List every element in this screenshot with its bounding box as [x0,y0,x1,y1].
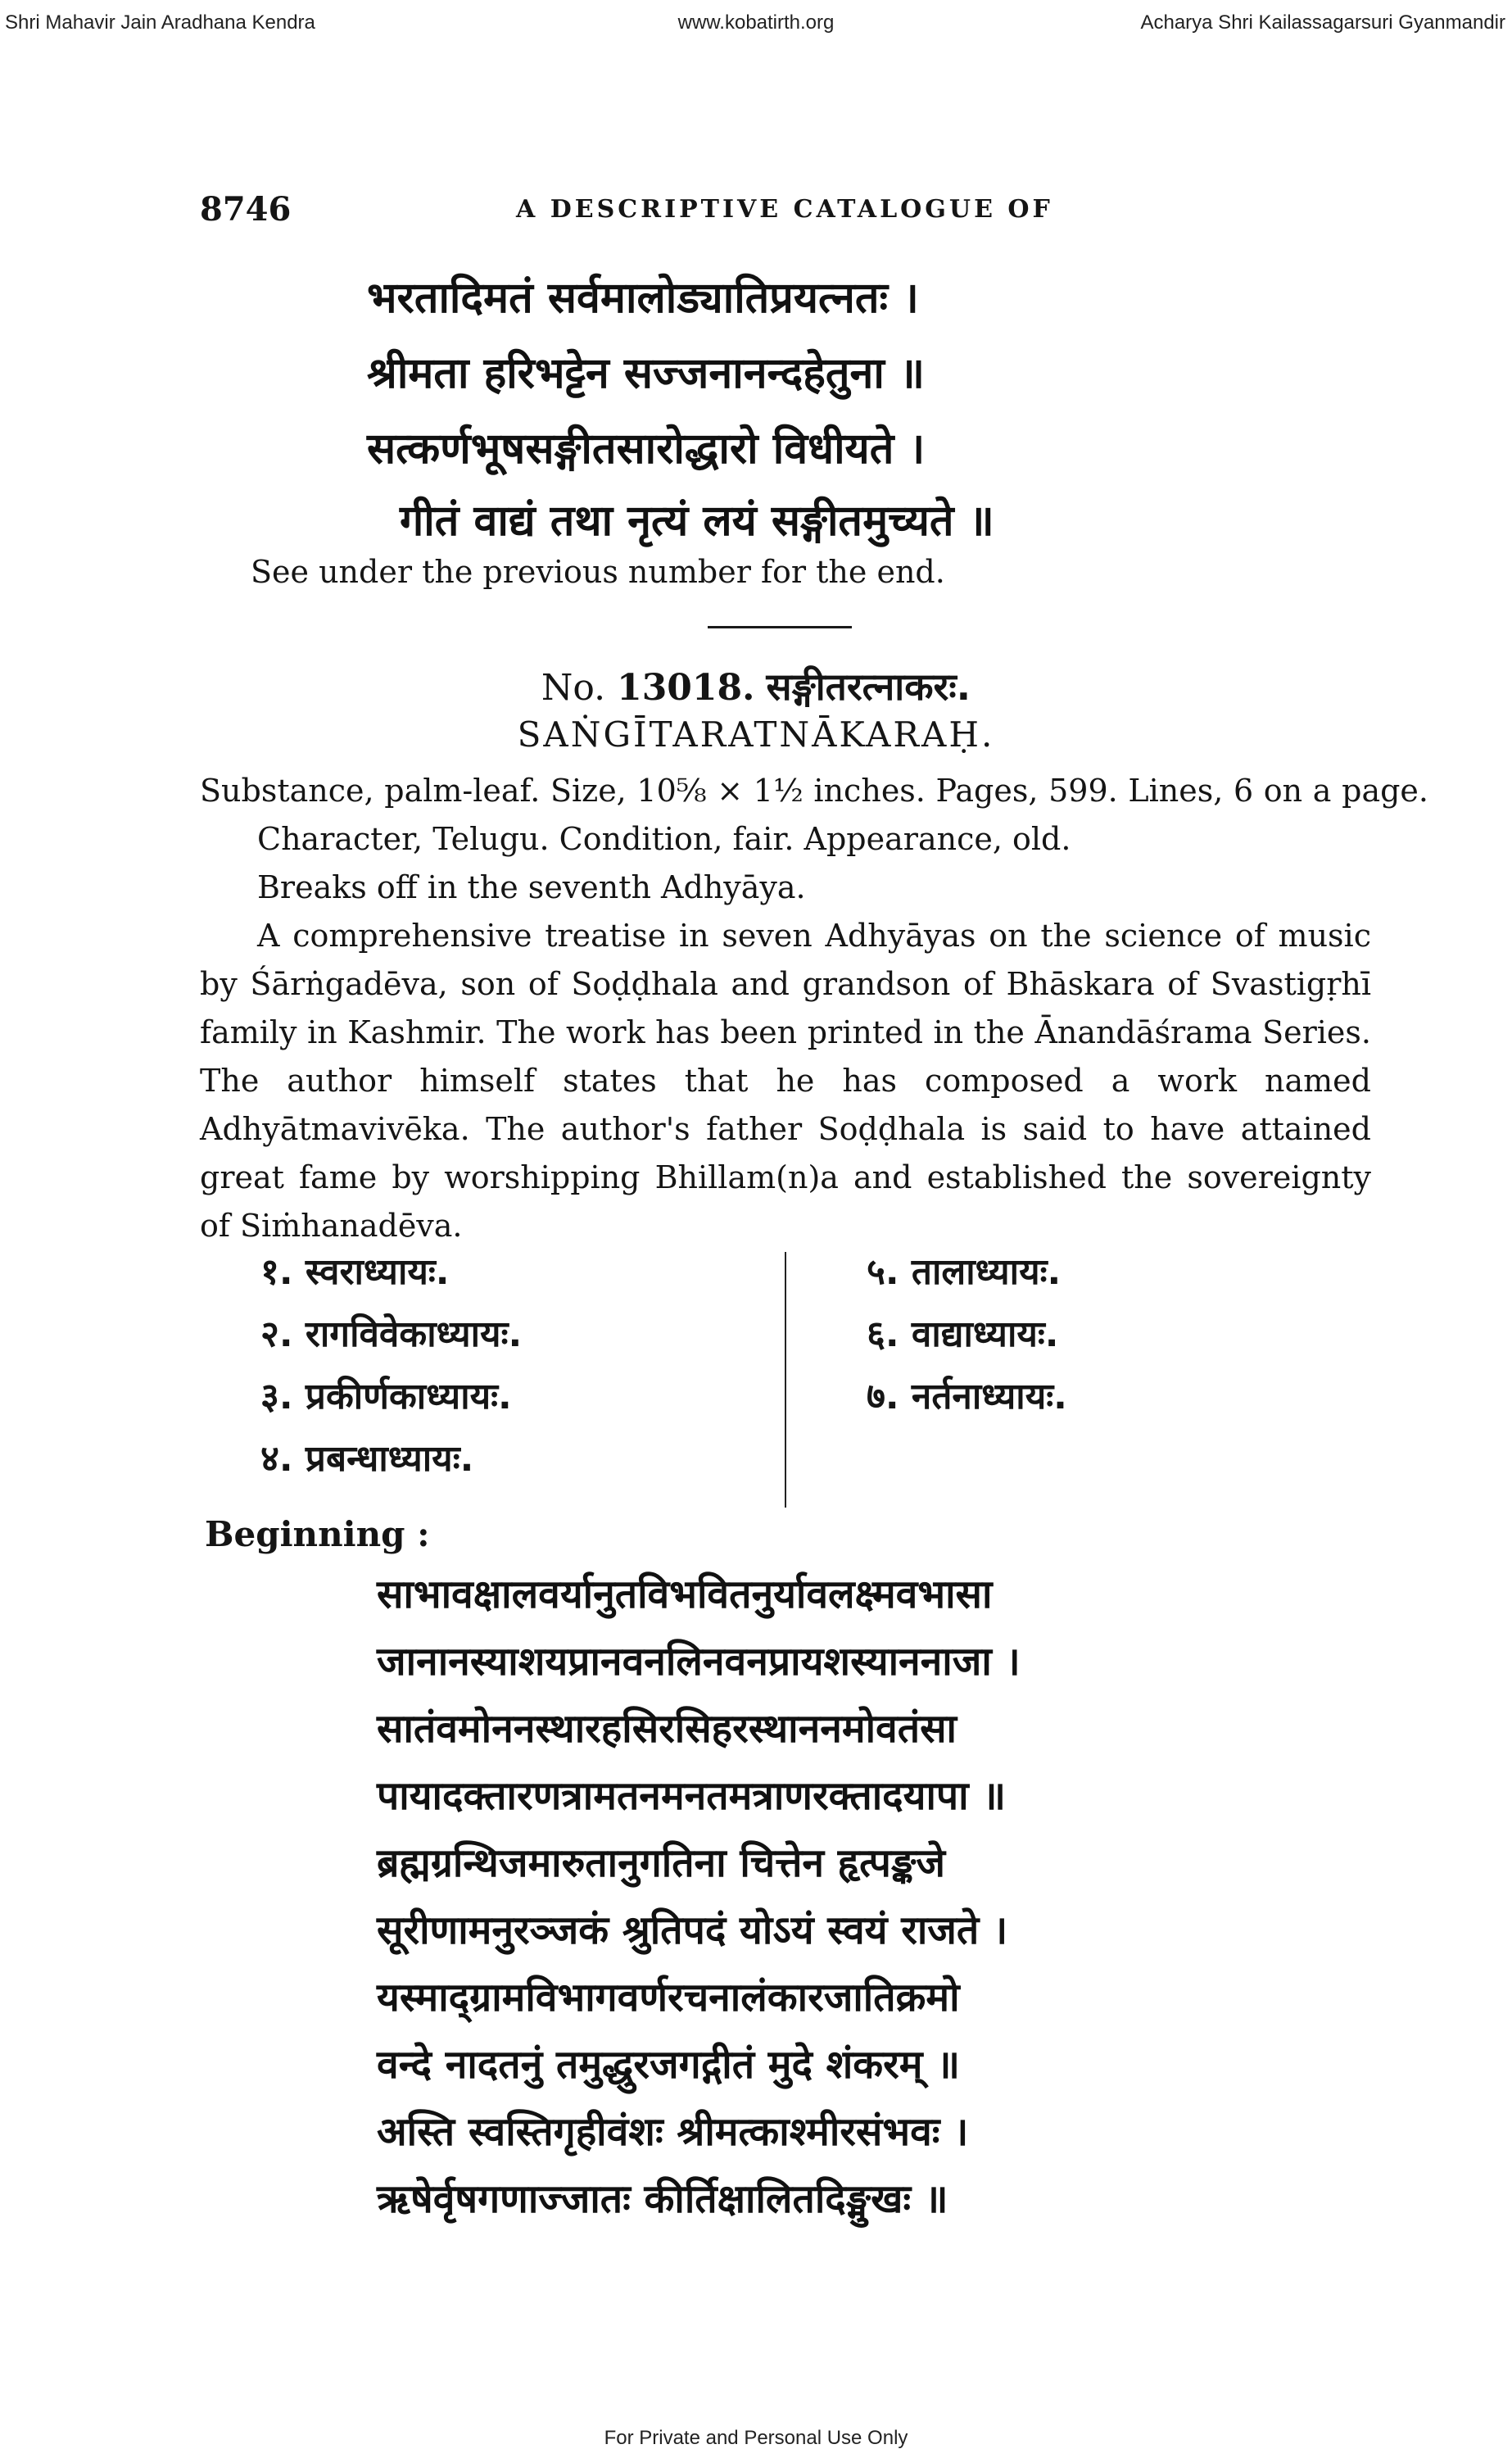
opening-verse-line: श्रीमता हरिभट्टेन सज्जनानन्दहेतुना ॥ [367,349,926,398]
chapter-item: ४. प्रबन्धाध्यायः. [260,1438,474,1480]
beginning-verse-line: जानानस्याशयप्रानवनलिनवनप्रायशस्याननाजा । [377,1639,1021,1685]
footer-text: For Private and Personal Use Only [604,2427,908,2449]
entry-no-label: No. [541,667,606,709]
entry-heading [0,660,1512,711]
chapter-item: ५. तालाध्यायः. [867,1251,1062,1293]
beginning-verse-line: साभावक्षालवर्यानुतविभवितनुर्यावलक्ष्मवभासा [377,1571,993,1617]
header-website-text: www.kobatirth.org [677,11,835,34]
beginning-verse-line: सूरीणामनुरञ्जकं श्रुतिपदं योऽयं स्वयं राजते । [377,1907,1008,1953]
summary-paragraph: A comprehensive treatise in seven Adhyāyas on the science of music by Śārṅgadēva, son of Soḍḍhala and grandson of Bhāskara of Svastigṛhī family in Kashmir. The work has been printed in the Ānandāśrama Series. The author himself states that he has composed a work named Adhyātmavivēka. The author's father Soḍḍhala is said to have attained great fame by worshipping Bhillam(n)a and established the sovereignty of Siṁhanadēva. [200,918,1371,1244]
physical-description: Substance, palm-leaf. Size, 10⅝ × 1½ inches. Pages, 599. Lines, 6 on a page. Character, Telugu. Condition, fair. Appearance, old. [200,773,1428,857]
page-number: 8746 [200,190,292,229]
beginning-label: Beginning : [205,1514,430,1554]
opening-verse-line: भरतादिमतं सर्वमालोड्यातिप्रयत्नतः । [367,274,919,323]
chapter-item: ३. प्रकीर्णकाध्यायः. [260,1376,512,1417]
header-left-text: Shri Mahavir Jain Aradhana Kendra [5,11,315,34]
opening-verse-line: सत्कर्णभूषसङ्गीतसारोद्धारो विधीयते । [367,424,926,474]
entry-title-devanagari: सङ्गीतरत्नाकरः. [766,664,971,709]
beginning-verse-line: अस्ति स्वस्तिगृहीवंशः श्रीमत्काश्मीरसंभवः । [377,2109,969,2155]
opening-verse-line: गीतं वाद्यं तथा नृत्यं लयं सङ्गीतमुच्यते ॥ [400,497,994,546]
breaks-off-note: Breaks off in the seventh Adhyāya. [257,869,806,905]
beginning-verse-line: वन्दे नादतनुं तमुद्धुरजगद्गीतं मुदे शंकरम् ॥ [377,2042,960,2088]
entry-title-transliteration: SAṄGĪTARATNĀKARAḤ. [517,714,995,755]
chapter-column-right [867,1245,1067,1432]
entry-number: 13018. [617,667,755,709]
section-rule [708,626,852,628]
running-head: A DESCRIPTIVE CATALOGUE OF [516,195,1053,224]
beginning-verse-line: पायादक्तारणत्रामतनमनतमत्राणरक्तादयापा ॥ [377,1773,1007,1819]
chapter-list [260,1245,1186,1524]
chapter-item: ६. वाद्याध्यायः. [867,1313,1059,1355]
beginning-verse-line: सातंवमोननस्थारहसिरसिहरस्थाननमोवतंसा [377,1706,957,1752]
chapter-item: १. स्वराध्यायः. [260,1251,450,1293]
header-right-text: Acharya Shri Kailassagarsuri Gyanmandir [1140,11,1505,34]
beginning-verse-line: यस्माद्ग्रामविभागवर्णरचनालंकारजातिक्रमो [377,1975,960,2020]
column-divider [785,1252,786,1508]
see-note: See under the previous number for the end. [251,554,945,590]
chapter-column-left [260,1245,522,1494]
beginning-verse-line: ऋषेर्वृषगणाज्जातः कीर्तिक्षालितदिङ्मुखः ॥ [377,2176,948,2222]
chapter-item: ७. नर्तनाध्यायः. [867,1376,1067,1417]
beginning-verse-line: ब्रह्मग्रन्थिजमारुतानुगतिना चित्तेन हृत्पङ्कजे [377,1840,945,1886]
chapter-item: २. रागविवेकाध्यायः. [260,1313,523,1355]
